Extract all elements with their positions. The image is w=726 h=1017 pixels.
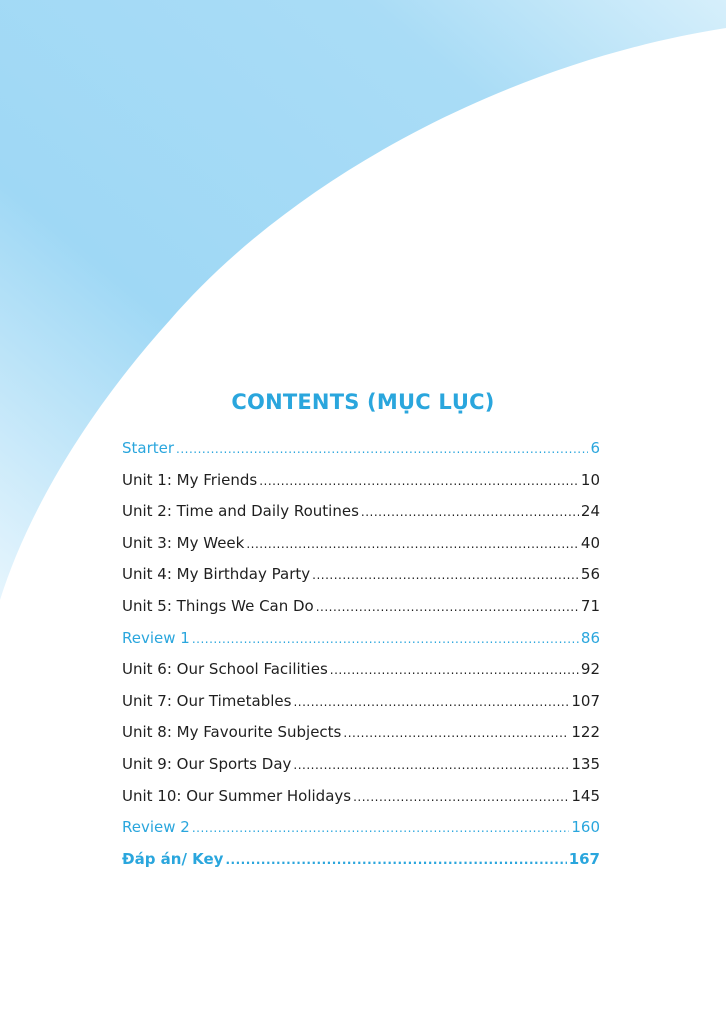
- toc-entry-page: 71: [580, 596, 600, 615]
- toc-entry-page: 40: [580, 533, 600, 552]
- dot-leader: [246, 532, 579, 556]
- dot-leader: [361, 500, 579, 524]
- dot-leader: [293, 690, 569, 714]
- toc-entry-unit-5[interactable]: [122, 594, 600, 626]
- dot-leader: [192, 816, 570, 840]
- toc-entry-label: Unit 1: My Friends: [122, 470, 258, 489]
- toc-entry-page: 92: [580, 660, 600, 679]
- toc-entry-label: Unit 3: My Week: [122, 533, 245, 552]
- toc-entry-unit-1[interactable]: [122, 468, 600, 500]
- toc-entry-answer-key[interactable]: [122, 847, 600, 879]
- toc-entry-page: 160: [571, 818, 600, 837]
- toc-entry-unit-3[interactable]: [122, 531, 600, 563]
- toc-entry-starter[interactable]: [122, 436, 600, 468]
- toc-entry-label: Unit 8: My Favourite Subjects: [122, 723, 342, 742]
- toc-entry-page: 167: [568, 849, 600, 868]
- toc-entry-label: Review 1: [122, 628, 190, 647]
- toc-entry-unit-4[interactable]: [122, 562, 600, 594]
- toc-entry-label: Starter: [122, 439, 175, 457]
- toc-entry-page: 10: [580, 470, 600, 489]
- dot-leader: [259, 469, 579, 493]
- toc-entry-unit-7[interactable]: [122, 689, 600, 721]
- dot-leader: [316, 595, 579, 619]
- toc-entry-unit-2[interactable]: [122, 499, 600, 531]
- toc-entry-label: Unit 2: Time and Daily Routines: [122, 502, 359, 521]
- dot-leader: [330, 658, 579, 682]
- toc-entry-label: Unit 6: Our School Facilities: [122, 660, 328, 679]
- table-of-contents: [122, 436, 600, 878]
- toc-entry-page: 6: [590, 439, 600, 457]
- dot-leader: [343, 721, 569, 745]
- toc-entry-unit-6[interactable]: [122, 657, 600, 689]
- dot-leader: [293, 753, 569, 777]
- toc-entry-label: Unit 4: My Birthday Party: [122, 565, 311, 584]
- toc-entry-page: 56: [580, 565, 600, 584]
- dot-leader: [312, 563, 579, 587]
- dot-leader: [225, 848, 566, 872]
- toc-entry-label: Review 2: [122, 818, 190, 837]
- toc-entry-page: 122: [571, 723, 600, 742]
- toc-entry-review-1[interactable]: [122, 626, 600, 658]
- toc-entry-label: Unit 7: Our Timetables: [122, 691, 292, 710]
- dot-leader: [176, 437, 588, 461]
- toc-entry-unit-10[interactable]: [122, 784, 600, 816]
- toc-entry-label: Đáp án/ Key: [122, 849, 224, 868]
- toc-entry-page: 145: [571, 786, 600, 805]
- toc-entry-review-2[interactable]: [122, 815, 600, 847]
- dot-leader: [192, 627, 579, 651]
- dot-leader: [353, 785, 569, 809]
- toc-entry-label: Unit 10: Our Summer Holidays: [122, 786, 352, 805]
- toc-entry-label: Unit 5: Things We Can Do: [122, 596, 314, 615]
- toc-entry-page: 24: [580, 502, 600, 521]
- toc-entry-label: Unit 9: Our Sports Day: [122, 754, 292, 773]
- toc-entry-unit-9[interactable]: [122, 752, 600, 784]
- toc-entry-page: 107: [571, 691, 600, 710]
- toc-entry-page: 86: [580, 628, 600, 647]
- toc-entry-page: 135: [571, 754, 600, 773]
- page-title: CONTENTS (MỤC LỤC): [231, 390, 495, 415]
- toc-entry-unit-8[interactable]: [122, 720, 600, 752]
